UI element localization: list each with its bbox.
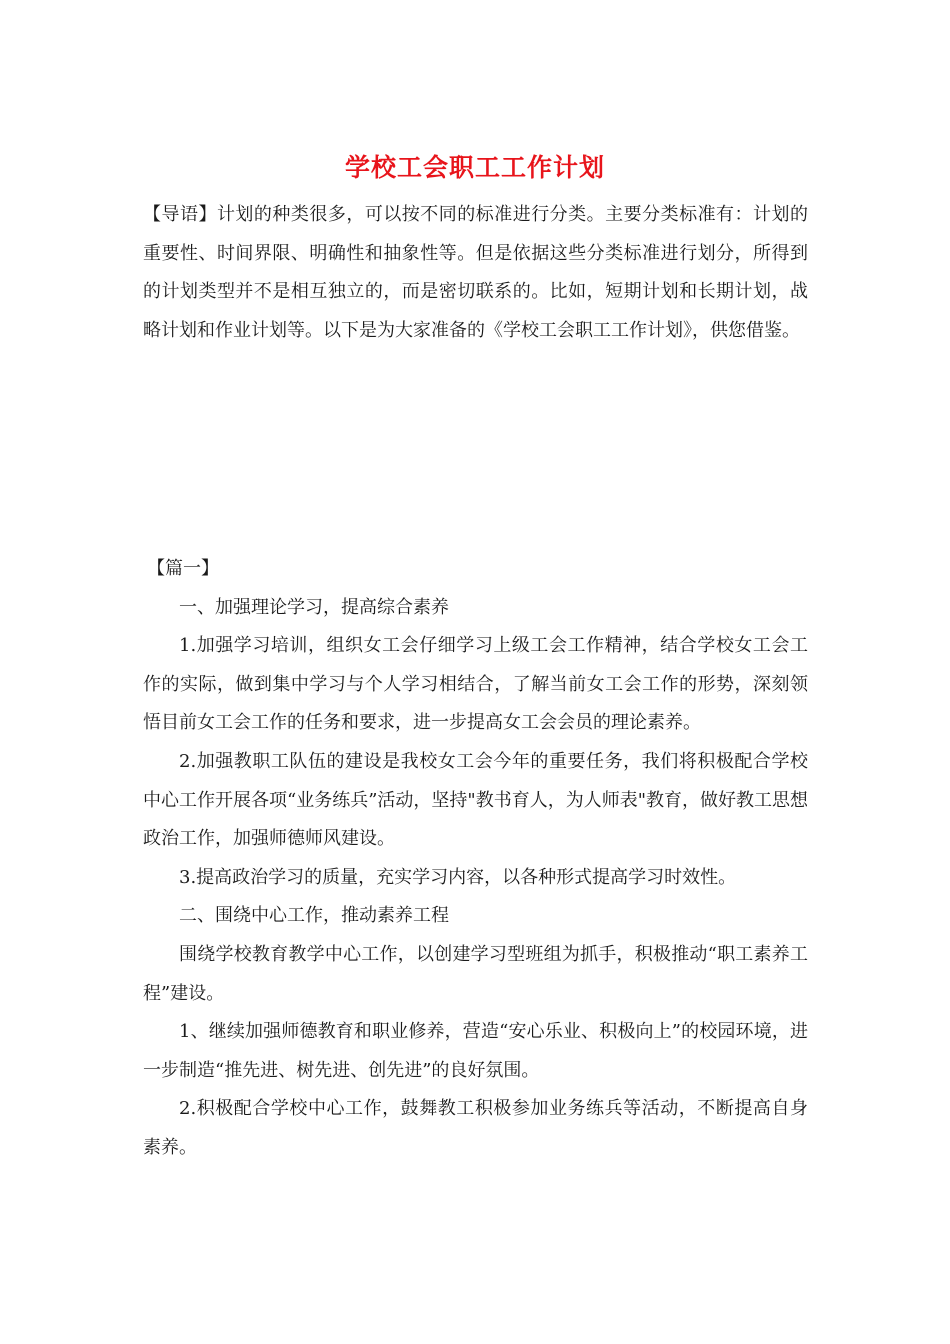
heading-section-1: 一、加强理论学习，提高综合素养 [179,596,449,618]
paragraph-1-2: 2.加强教职工队伍的建设是我校女工会今年的重要任务，我们将积极配合学校中心工作开展各项“业务练兵”活动，坚持"教书育人，为人师表"教育，做好教工思想政治工作，加强师德师风建设。 [143,750,808,850]
document-title: 学校工会职工工作计划 [344,153,605,182]
document-body [143,550,808,1168]
section-label: 【篇一】 [147,558,219,579]
paragraph-2-1: 1、继续加强师德教育和职业修养，营造“安心乐业、积极向上”的校园环境，进一步制造“推先进、树先进、创先进”的良好氛围。 [143,1021,808,1081]
intro-paragraph: 【导语】计划的种类很多，可以按不同的标准进行分类。主要分类标准有：计划的重要性、时间界限、明确性和抽象性等。但是依据这些分类标准进行划分，所得到的计划类型并不是相互独立的，而是密切联系的。比如，短期计划和长期计划，战略计划和作业计划等。以下是为大家准备的《学校工会职工工作计划》，供您借鉴。 [143,204,808,341]
paragraph-1-3: 3.提高政治学习的质量，充实学习内容，以各种形式提高学习时效性。 [179,866,737,888]
paragraph-2-2: 2.积极配合学校中心工作，鼓舞教工积极参加业务练兵等活动，不断提高自身素养。 [143,1098,808,1158]
paragraph-1-1: 1.加强学习培训，组织女工会仔细学习上级工会工作精神，结合学校女工会工作的实际，做到集中学习与个人学习相结合，了解当前女工会工作的形势，深刻领悟目前女工会工作的任务和要求，进一步提高女工会会员的理论素养。 [143,635,808,734]
heading-section-2: 二、围绕中心工作，推动素养工程 [179,905,449,927]
paragraph-2-intro: 围绕学校教育教学中心工作，以创建学习型班组为抓手，积极推动“职工素养工程”建设。 [143,943,808,1004]
